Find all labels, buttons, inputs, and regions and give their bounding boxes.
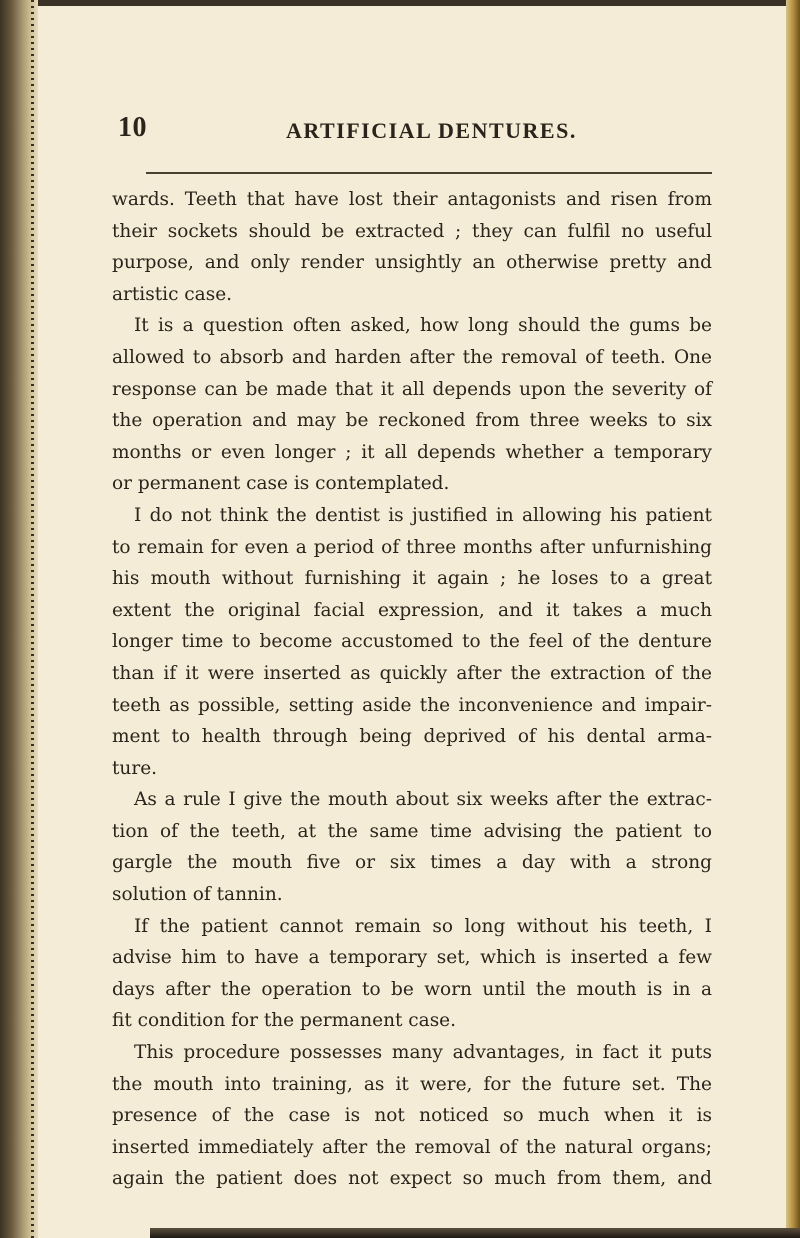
text-line: purpose, and only render unsightly an otherwise pretty and	[112, 252, 712, 274]
text-line: If the patient cannot remain so long without his teeth, I	[134, 915, 712, 937]
text-line: his mouth without furnishing it again ; he loses to a great	[112, 568, 712, 590]
page-bottom-edge	[150, 1228, 800, 1238]
page-number: 10	[118, 112, 147, 143]
text-line: This procedure possesses many advantages, in fact it puts	[134, 1042, 712, 1064]
text-line: the mouth into training, as it were, for the future set. The	[112, 1073, 712, 1095]
page-right-edge	[786, 0, 800, 1238]
text-line: It is a question often asked, how long should the gums be	[134, 315, 712, 337]
text-line: wards. Teeth that have lost their antagonists and risen from	[112, 189, 712, 210]
header-rule	[146, 172, 712, 174]
text-line: I do not think the dentist is justified in allowing his patient	[134, 504, 712, 526]
text-line: As a rule I give the mouth about six weeks after the extrac-	[134, 789, 712, 811]
book-gutter	[0, 0, 38, 1238]
text-line: tion of the teeth, at the same time advising the patient to	[112, 820, 712, 842]
page-header	[118, 112, 718, 152]
text-line: ment to health through being deprived of his dental arma-	[112, 726, 712, 748]
text-line: fit condition for the permanent case.	[112, 1010, 457, 1032]
text-line: teeth as possible, setting aside the inconvenience and impair-	[112, 694, 712, 716]
body-text	[112, 184, 712, 1195]
text-line: longer time to become accustomed to the feel of the denture	[112, 631, 712, 653]
text-line: artistic case.	[112, 283, 233, 305]
text-line: days after the operation to be worn until the mouth is in a	[112, 978, 712, 1000]
text-line: to remain for even a period of three months after unfurnishing	[112, 536, 712, 558]
page-top-edge	[0, 0, 800, 6]
text-line: allowed to absorb and harden after the removal of teeth. One	[112, 346, 712, 368]
running-head: ARTIFICIAL DENTURES.	[286, 118, 577, 143]
text-line: response can be made that it all depends upon the severity of	[112, 378, 712, 400]
text-line: solution of tannin.	[112, 884, 283, 906]
text-line: than if it were inserted as quickly after the extraction of the	[112, 662, 712, 684]
text-line: again the patient does not expect so much from them, and	[112, 1168, 712, 1190]
text-line: extent the original facial expression, and it takes a much	[112, 599, 712, 621]
text-line: months or even longer ; it all depends whether a temporary	[112, 441, 712, 463]
text-line: inserted immediately after the removal of the natural organs;	[112, 1136, 712, 1158]
text-line: the operation and may be reckoned from three weeks to six	[112, 410, 712, 432]
text-line: gargle the mouth five or six times a day with a strong	[112, 852, 712, 874]
text-line: advise him to have a temporary set, which is inserted a few	[112, 947, 712, 969]
text-line: ture.	[112, 757, 158, 779]
text-line: or permanent case is contemplated.	[112, 473, 450, 495]
text-line: presence of the case is not noticed so much when it is	[112, 1105, 712, 1127]
text-line: their sockets should be extracted ; they can fulfil no useful	[112, 220, 712, 242]
